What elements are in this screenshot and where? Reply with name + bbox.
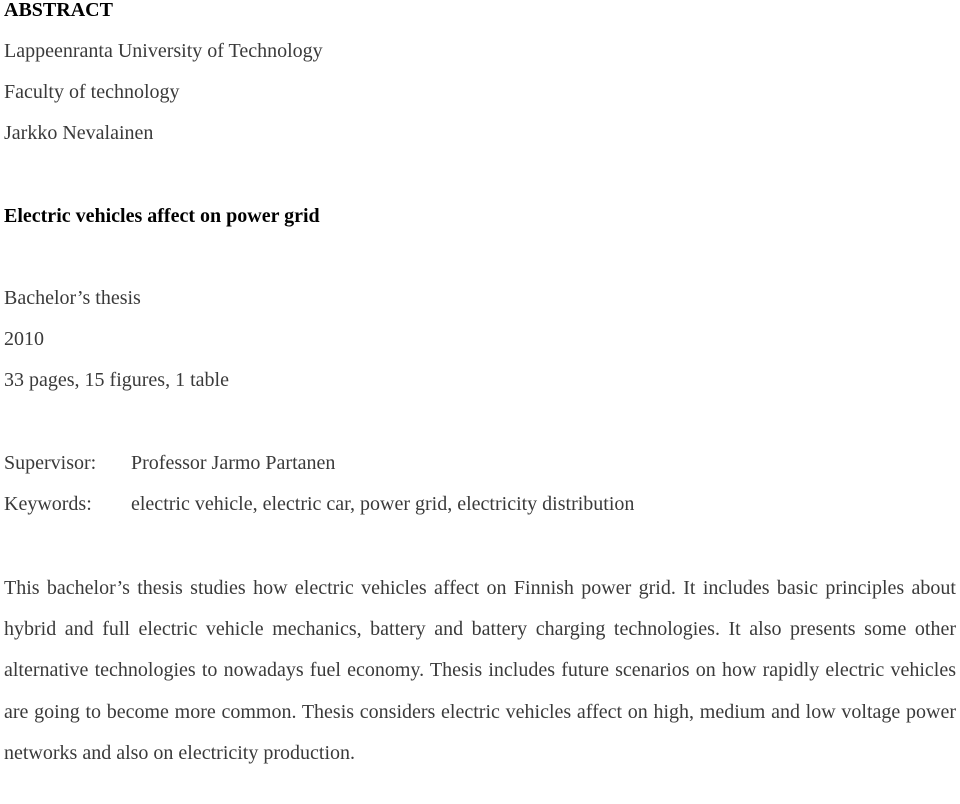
thesis-title: Electric vehicles affect on power grid (4, 205, 320, 227)
thesis-type: Bachelor’s thesis (4, 287, 141, 309)
thesis-extent: 33 pages, 15 figures, 1 table (4, 369, 229, 391)
keywords-label: Keywords: (4, 493, 92, 515)
abstract-body: This bachelor’s thesis studies how electric vehicles affect on Finnish power grid. It includes basic principles about hybrid and full electric vehicle mechanics, battery and battery charging technologies. It also presents some other alternative technologies to nowadays fuel economy. Thesis includes future scenarios on how rapidly electric vehicles are going to become more common. Thesis considers electric vehicles affect on high, medium and low voltage power networks and also on electricity production. (4, 577, 956, 764)
abstract-heading: ABSTRACT (4, 0, 113, 21)
supervisor-value: Professor Jarmo Partanen (131, 452, 336, 474)
thesis-year: 2010 (4, 328, 44, 350)
supervisor-label: Supervisor: (4, 452, 97, 474)
keywords-value: electric vehicle, electric car, power grid, electricity distribution (131, 493, 635, 515)
author-name: Jarkko Nevalainen (4, 122, 154, 144)
faculty-name: Faculty of technology (4, 81, 180, 103)
university-name: Lappeenranta University of Technology (4, 40, 323, 62)
